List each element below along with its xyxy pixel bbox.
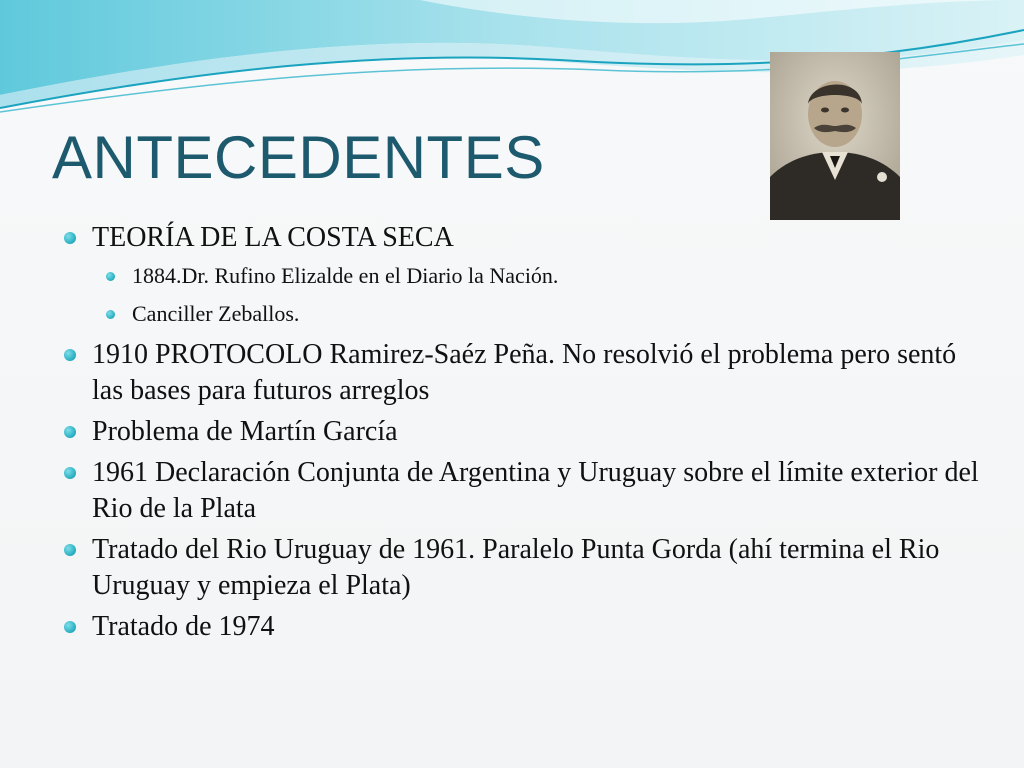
bullet-dot-icon <box>106 272 115 281</box>
bullet-text: Canciller Zeballos. <box>132 301 300 326</box>
bullet-item <box>64 609 984 645</box>
bullet-dot-icon <box>64 232 76 244</box>
bullet-item <box>64 414 984 450</box>
sub-bullet-item <box>104 261 984 291</box>
bullet-dot-icon <box>64 349 76 361</box>
bullet-text: Tratado del Rio Uruguay de 1961. Paralelo Punta Gorda (ahí termina el Rio Uruguay y empieza el Plata) <box>92 534 940 601</box>
portrait-photo <box>770 52 900 220</box>
bullet-text: Tratado de 1974 <box>92 611 275 642</box>
slide-title: ANTECEDENTES <box>52 124 545 191</box>
bullet-item <box>64 337 984 409</box>
bullet-text: TEORÍA DE LA COSTA SECA <box>92 222 454 253</box>
bullet-text: 1884.Dr. Rufino Elizalde en el Diario la Nación. <box>132 263 559 288</box>
sub-bullet-item <box>104 299 984 329</box>
bullet-dot-icon <box>106 310 115 319</box>
bullet-dot-icon <box>64 467 76 479</box>
bullet-item <box>64 455 984 527</box>
bullet-dot-icon <box>64 544 76 556</box>
bullet-item <box>64 532 984 604</box>
bullet-item <box>64 220 984 256</box>
bullet-dot-icon <box>64 621 76 633</box>
bullet-list <box>64 220 984 650</box>
bullet-text: Problema de Martín García <box>92 416 398 447</box>
man-portrait-icon <box>770 52 900 220</box>
bullet-dot-icon <box>64 426 76 438</box>
bullet-text: 1910 PROTOCOLO Ramirez-Saéz Peña. No resolvió el problema pero sentó las bases para futuros arreglos <box>92 339 957 406</box>
bullet-text: 1961 Declaración Conjunta de Argentina y Uruguay sobre el límite exterior del Rio de la Plata <box>92 457 979 524</box>
